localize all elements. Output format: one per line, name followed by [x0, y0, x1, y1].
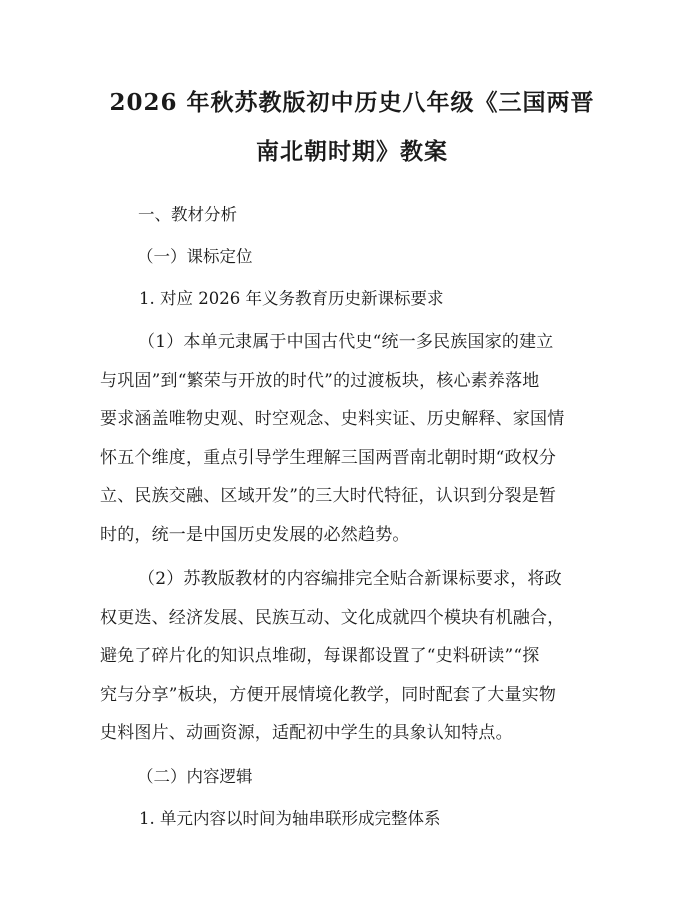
paragraph-1-line: 立、民族交融、区域开发”的三大时代特征，认识到分裂是暂 — [100, 486, 557, 506]
paragraph-2 — [100, 560, 604, 753]
paragraph-1-line: 时的，统一是中国历史发展的必然趋势。 — [100, 524, 410, 545]
paragraph-2-line: 避免了碎片化的知识点堆砌，每课都设置了“史料研读”“探 — [100, 646, 540, 666]
subsection-heading-1: （一）课标定位 — [137, 247, 253, 266]
title-line-2: 南北朝时期》教案 — [256, 138, 448, 165]
paragraph-2-line: （2）苏教版教材的内容编排完全贴合新课标要求，将政 — [138, 569, 562, 589]
item-heading-1: 1. 对应 2026 年义务教育历史新课标要求 — [139, 289, 444, 308]
paragraph-1-line: （1）本单元隶属于中国古代史“统一多民族国家的建立 — [138, 332, 554, 352]
paragraph-1-line: 与巩固”到“繁荣与开放的时代”的过渡板块，核心素养落地 — [100, 370, 540, 391]
paragraph-1 — [100, 323, 604, 554]
title-line-1: 2026 年秋苏教版初中历史八年级《三国两晋 — [109, 89, 595, 116]
paragraph-2-line: 史料图片、动画资源，适配初中学生的具象认知特点。 — [100, 723, 513, 743]
subsection-heading-2: （二）内容逻辑 — [137, 766, 253, 786]
paragraph-1-line: 要求涵盖唯物史观、时空观念、史料实证、历史解释、家国情 — [100, 409, 565, 429]
section-heading-1: 一、教材分析 — [138, 205, 237, 224]
document-title — [100, 78, 604, 176]
paragraph-1-line: 怀五个维度，重点引导学生理解三国两晋南北朝时期“政权分 — [100, 447, 557, 468]
item-heading-2: 1. 单元内容以时间为轴串联形成完整体系 — [139, 808, 441, 828]
document-body — [100, 196, 604, 837]
paragraph-2-line: 究与分享”板块，方便开展情境化教学，同时配套了大量实物 — [100, 684, 557, 705]
paragraph-2-line: 权更迭、经济发展、民族互动、文化成就四个模块有机融合， — [100, 607, 565, 628]
